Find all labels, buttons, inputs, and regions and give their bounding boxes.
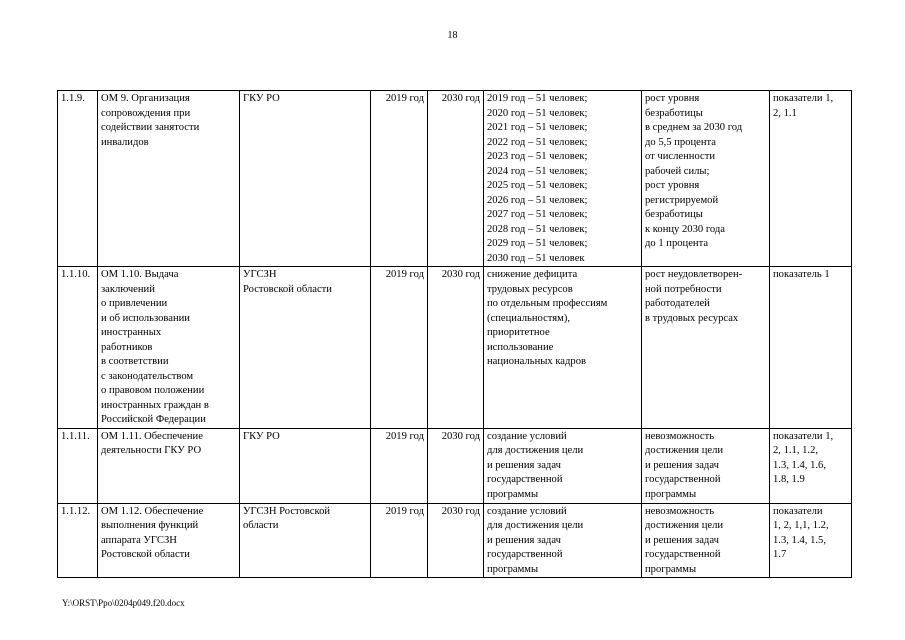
row-number-cell: 1.1.11. — [58, 428, 98, 503]
related-indicators-line: показатели 1, — [773, 430, 834, 442]
related-indicators-line: 1.3, 1.4, 1.6, — [773, 459, 826, 471]
expected-result-line: по отдельным профессиям — [487, 298, 608, 309]
non-implementation-consequence-line: рабочей силы; — [645, 165, 710, 177]
end-year-cell: 2030 год — [428, 91, 484, 267]
non-implementation-consequence-line: к концу 2030 года — [645, 223, 725, 235]
measure-name-line: ОМ 9. Организация — [101, 93, 190, 104]
row-number-cell: 1.1.9. — [58, 91, 98, 267]
related-indicators-cell — [770, 428, 852, 503]
expected-result-line: 2027 год – 51 человек; — [487, 209, 588, 220]
non-implementation-consequence-line: и решения задач — [645, 459, 719, 471]
measure-name-cell — [98, 428, 240, 503]
expected-result-line: 2021 год – 51 человек; — [487, 122, 588, 133]
expected-result-line: 2025 год – 51 человек; — [487, 180, 588, 191]
executor-cell — [240, 91, 371, 267]
expected-result-line: государственной — [487, 549, 563, 560]
related-indicators-cell — [770, 503, 852, 578]
expected-result-line: трудовых ресурсов — [487, 283, 573, 295]
non-implementation-consequence-line: до 5,5 процента — [645, 136, 716, 148]
non-implementation-consequence-line: государственной — [645, 474, 721, 485]
non-implementation-consequence-line: рост уровня — [645, 93, 700, 104]
expected-result-cell — [484, 267, 642, 429]
expected-result-line: программы — [487, 563, 539, 575]
related-indicators-line: показатели 1, — [773, 93, 834, 104]
related-indicators-line: показатели — [773, 505, 823, 517]
start-year-cell: 2019 год — [371, 503, 428, 578]
related-indicators-line: показатель 1 — [773, 269, 830, 280]
non-implementation-consequence-line: государственной — [645, 549, 721, 560]
related-indicators-line: 1, 2, 1,1, 1.2, — [773, 520, 829, 531]
related-indicators-cell — [770, 267, 852, 429]
expected-result-line: 2030 год – 51 человек — [487, 252, 585, 264]
measure-name-line: заключений — [101, 283, 155, 295]
expected-result-line: 2020 год – 51 человек; — [487, 107, 588, 119]
non-implementation-consequence-line: достижения цели — [645, 520, 724, 531]
measure-name-line: работников — [101, 341, 153, 353]
non-implementation-consequence-line: ной потребности — [645, 283, 722, 295]
start-year-cell: 2019 год — [371, 91, 428, 267]
expected-result-line: 2028 год – 51 человек; — [487, 223, 588, 235]
executor-line: области — [243, 520, 279, 531]
measure-name-line: Российской Федерации — [101, 414, 206, 425]
non-implementation-consequence-line: невозможность — [645, 430, 715, 442]
expected-result-line: 2029 год – 51 человек; — [487, 238, 588, 249]
expected-result-line: использование — [487, 341, 554, 353]
expected-result-line: 2023 год – 51 человек; — [487, 151, 588, 162]
non-implementation-consequence-line: и решения задач — [645, 534, 719, 546]
file-path-footer: Y:\ORST\Ppo\0204p049.f20.docx — [62, 598, 185, 608]
non-implementation-consequence-line: регистрируемой — [645, 194, 719, 206]
non-implementation-consequence-cell — [642, 428, 770, 503]
measure-name-line: с законодательством — [101, 370, 194, 382]
expected-result-line: создание условий — [487, 505, 567, 517]
measure-name-line: ОМ 1.11. Обеспечение — [101, 430, 203, 442]
expected-result-cell — [484, 503, 642, 578]
start-year-cell: 2019 год — [371, 267, 428, 429]
non-implementation-consequence-line: безработицы — [645, 107, 703, 119]
executor-line: УГСЗН — [243, 269, 277, 280]
related-indicators-line: 2, 1.1 — [773, 107, 797, 119]
non-implementation-consequence-line: в трудовых ресурсах — [645, 312, 739, 324]
non-implementation-consequence-line: от численности — [645, 151, 716, 162]
expected-result-line: 2019 год – 51 человек; — [487, 93, 588, 104]
non-implementation-consequence-line: программы — [645, 488, 697, 500]
end-year-cell: 2030 год — [428, 503, 484, 578]
measure-name-cell — [98, 503, 240, 578]
measure-name-line: о правовом положении — [101, 385, 205, 396]
measure-name-cell — [98, 91, 240, 267]
end-year-cell: 2030 год — [428, 428, 484, 503]
end-year-cell: 2030 год — [428, 267, 484, 429]
expected-result-line: 2026 год – 51 человек; — [487, 194, 588, 206]
measures-table — [57, 90, 852, 578]
expected-result-line: (специальностям), — [487, 312, 571, 324]
expected-result-cell — [484, 428, 642, 503]
row-number-cell: 1.1.12. — [58, 503, 98, 578]
non-implementation-consequence-line: рост неудовлетворен- — [645, 269, 743, 280]
expected-result-line: 2022 год – 51 человек; — [487, 136, 588, 148]
table-row — [58, 91, 852, 267]
related-indicators-line: 2, 1.1, 1.2, — [773, 445, 819, 456]
expected-result-line: национальных кадров — [487, 356, 586, 367]
non-implementation-consequence-cell — [642, 91, 770, 267]
measure-name-line: Ростовской области — [101, 549, 190, 560]
non-implementation-consequence-line: безработицы — [645, 209, 703, 220]
related-indicators-line: 1.7 — [773, 549, 787, 560]
non-implementation-consequence-line: программы — [645, 563, 697, 575]
executor-cell — [240, 428, 371, 503]
non-implementation-consequence-line: до 1 процента — [645, 238, 709, 249]
expected-result-line: для достижения цели — [487, 520, 584, 531]
measure-name-line: содействии занятости — [101, 122, 200, 133]
measure-name-cell — [98, 267, 240, 429]
expected-result-line: для достижения цели — [487, 445, 584, 456]
related-indicators-line: 1.8, 1.9 — [773, 474, 805, 485]
executor-cell — [240, 267, 371, 429]
expected-result-cell — [484, 91, 642, 267]
expected-result-line: и решения задач — [487, 534, 561, 546]
measure-name-line: иностранных — [101, 327, 162, 338]
measure-name-line: выполнения функций — [101, 520, 199, 531]
related-indicators-cell — [770, 91, 852, 267]
non-implementation-consequence-line: невозможность — [645, 505, 715, 517]
measure-name-line: аппарата УГСЗН — [101, 534, 177, 546]
executor-line: ГКУ РО — [243, 430, 280, 442]
non-implementation-consequence-line: рост уровня — [645, 180, 700, 191]
non-implementation-consequence-cell — [642, 267, 770, 429]
table-row — [58, 267, 852, 429]
executor-line: Ростовской области — [243, 283, 332, 295]
page-number: 18 — [447, 30, 458, 41]
measure-name-line: ОМ 1.12. Обеспечение — [101, 505, 204, 517]
expected-result-line: программы — [487, 488, 539, 500]
expected-result-line: создание условий — [487, 430, 567, 442]
executor-line: УГСЗН Ростовской — [243, 505, 331, 517]
expected-result-line: 2024 год – 51 человек; — [487, 165, 588, 177]
start-year-cell: 2019 год — [371, 428, 428, 503]
measure-name-line: сопровождения при — [101, 107, 191, 119]
measure-name-line: иностранных граждан в — [101, 399, 209, 411]
measure-name-line: о привлечении — [101, 298, 168, 309]
executor-line: ГКУ РО — [243, 93, 280, 104]
measure-name-line: деятельности ГКУ РО — [101, 445, 202, 456]
measure-name-line: в соответствии — [101, 356, 169, 367]
non-implementation-consequence-line: в среднем за 2030 год — [645, 122, 743, 133]
non-implementation-consequence-cell — [642, 503, 770, 578]
expected-result-line: государственной — [487, 474, 563, 485]
non-implementation-consequence-line: достижения цели — [645, 445, 724, 456]
executor-cell — [240, 503, 371, 578]
expected-result-line: и решения задач — [487, 459, 561, 471]
related-indicators-line: 1.3, 1.4, 1.5, — [773, 534, 826, 546]
non-implementation-consequence-line: работодателей — [645, 298, 710, 309]
measure-name-line: и об использовании — [101, 312, 190, 324]
row-number-cell: 1.1.10. — [58, 267, 98, 429]
table-row — [58, 503, 852, 578]
expected-result-line: приоритетное — [487, 327, 550, 338]
expected-result-line: снижение дефицита — [487, 269, 578, 280]
measure-name-line: ОМ 1.10. Выдача — [101, 269, 179, 280]
measure-name-line: инвалидов — [101, 136, 149, 148]
table-row — [58, 428, 852, 503]
